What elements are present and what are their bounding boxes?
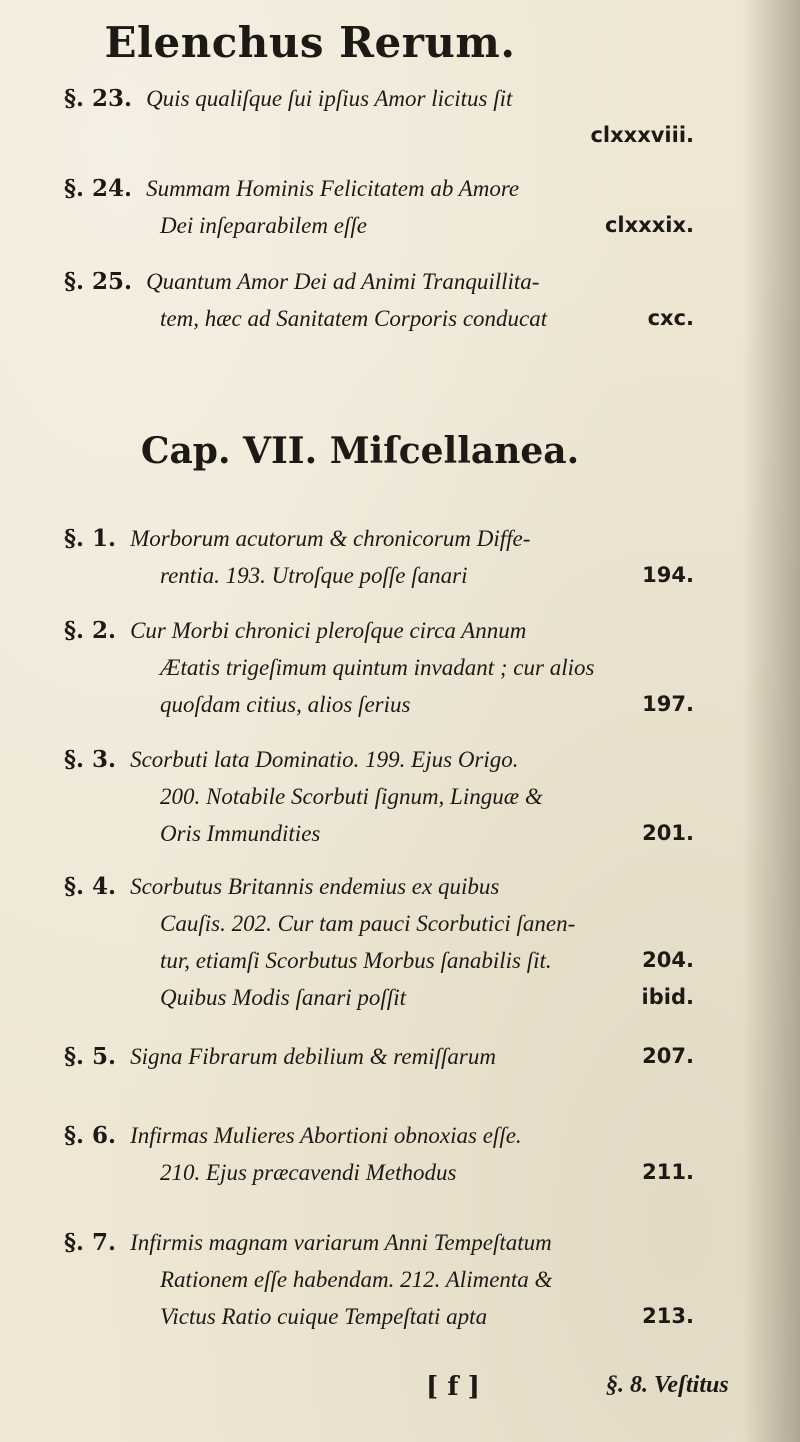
entry-line-text: Infirmis magnam variarum Anni Tempeſtatum — [130, 1230, 552, 1255]
page-reference: 204. — [642, 948, 694, 972]
entry-line-text: tem, hæc ad Sanitatem Corporis conducat — [160, 306, 548, 331]
section-number: §. 24. — [64, 175, 133, 202]
page-edge-shadow — [742, 0, 800, 1442]
chapter-entry-7 — [64, 1224, 694, 1335]
page-reference: clxxxix. — [604, 213, 694, 237]
page-reference: 207. — [642, 1044, 694, 1068]
section-number: §. 23. — [64, 85, 133, 112]
entry-line-text: Victus Ratio cuique Tempeſtati apta — [160, 1304, 488, 1329]
page-reference: ibid. — [641, 985, 694, 1009]
entry-line-text: Cauſis. 202. Cur tam pauci Scorbutici ſanen- — [160, 911, 576, 936]
entry-line — [64, 1117, 694, 1154]
page-header: Elenchus Rerum. — [104, 18, 516, 67]
entry-line-text: rentia. 193. Utroſque poſſe ſanari — [160, 563, 468, 588]
entry-line — [64, 1154, 694, 1191]
entry-text — [64, 1117, 522, 1154]
entry-line-text: Scorbutus Britannis endemius ex quibus — [130, 874, 500, 899]
section-number: §. 3. — [64, 746, 117, 773]
index-entry-24 — [64, 170, 694, 244]
page-reference: 213. — [642, 1304, 694, 1328]
entry-line — [64, 207, 694, 244]
entry-line-text: Ætatis trigeſimum quintum invadant ; cur alios — [160, 655, 595, 680]
entry-text — [64, 741, 519, 778]
entry-text — [64, 868, 499, 905]
section-number: §. 6. — [64, 1122, 117, 1149]
section-number: §. 5. — [64, 1043, 117, 1070]
entry-text — [64, 1038, 496, 1075]
entry-line — [64, 263, 694, 300]
entry-line — [64, 1038, 694, 1075]
page-reference: clxxxviii. — [590, 123, 694, 147]
entry-line — [64, 557, 694, 594]
entry-line-text: Rationem eſſe habendam. 212. Alimenta & — [160, 1267, 553, 1292]
entry-line-text: Quantum Amor Dei ad Animi Tranquillita- — [146, 269, 540, 294]
entry-line — [64, 117, 694, 154]
page-reference: 197. — [642, 692, 694, 716]
entry-line — [64, 686, 694, 723]
entry-line — [64, 741, 694, 778]
entry-line-text: Dei inſeparabilem eſſe — [160, 213, 367, 238]
entry-line — [64, 868, 694, 905]
page-reference: 201. — [642, 821, 694, 845]
entry-line — [64, 979, 694, 1016]
entry-line — [64, 778, 694, 815]
page-reference: cxc. — [647, 306, 694, 330]
chapter-entry-1 — [64, 520, 694, 594]
entry-line — [64, 300, 694, 337]
entry-line — [64, 1298, 694, 1335]
page-reference: 194. — [642, 563, 694, 587]
section-number: §. 7. — [64, 1229, 117, 1256]
chapter-entry-5 — [64, 1038, 694, 1075]
entry-text — [64, 80, 512, 117]
entry-line-text: tur, etiamſi Scorbutus Morbus ſanabilis ſit. — [160, 948, 552, 973]
entry-line-text: Summam Hominis Felicitatem ab Amore — [146, 176, 520, 201]
entry-line-text: Scorbuti lata Dominatio. 199. Ejus Origo. — [130, 747, 519, 772]
entry-text — [64, 263, 539, 300]
entry-line-text: Morborum acutorum & chronicorum Diffe- — [130, 526, 531, 551]
index-entry-25 — [64, 263, 694, 337]
entry-line-text: Cur Morbi chronici pleroſque circa Annum — [130, 618, 527, 643]
entry-line-text: Quis qualiſque ſui ipſius Amor licitus ſit — [146, 86, 513, 111]
section-number: §. 25. — [64, 268, 133, 295]
entry-line — [64, 905, 694, 942]
index-entry-23 — [64, 80, 694, 154]
section-number: §. 2. — [64, 617, 117, 644]
section-number: §. 4. — [64, 873, 117, 900]
chapter-entry-3 — [64, 741, 694, 852]
chapter-entry-4 — [64, 868, 694, 1016]
entry-line-text: quoſdam citius, alios ſerius — [160, 692, 411, 717]
entry-line — [64, 1261, 694, 1298]
entry-text — [64, 612, 526, 649]
entry-line — [64, 170, 694, 207]
entry-line-text: Signa Fibrarum debilium & remiſſarum — [130, 1044, 496, 1069]
entry-line — [64, 649, 694, 686]
catchword: §. 8. Veſtitus — [606, 1372, 729, 1398]
chapter-heading: Cap. VII. Miſcellanea. — [140, 430, 580, 472]
entry-line-text: Quibus Modis ſanari poſſit — [160, 985, 406, 1010]
page-reference: 211. — [642, 1160, 694, 1184]
section-number: §. 1. — [64, 525, 117, 552]
entry-line — [64, 80, 694, 117]
entry-line — [64, 612, 694, 649]
signature-mark: [ f ] — [426, 1372, 480, 1402]
entry-text — [64, 170, 519, 207]
entry-line-text: 200. Notabile Scorbuti ſignum, Linguæ & — [160, 784, 543, 809]
entry-text — [64, 520, 530, 557]
page-footer — [0, 1372, 800, 1412]
entry-line — [64, 815, 694, 852]
entry-line — [64, 942, 694, 979]
entry-line-text: 210. Ejus præcavendi Methodus — [160, 1160, 457, 1185]
entry-line-text: Infirmas Mulieres Abortioni obnoxias eſſe. — [130, 1123, 522, 1148]
entry-text — [64, 1224, 552, 1261]
chapter-entry-6 — [64, 1117, 694, 1191]
entry-line-text: Oris Immundities — [160, 821, 321, 846]
entry-line — [64, 1224, 694, 1261]
chapter-entry-2 — [64, 612, 694, 723]
entry-line — [64, 520, 694, 557]
